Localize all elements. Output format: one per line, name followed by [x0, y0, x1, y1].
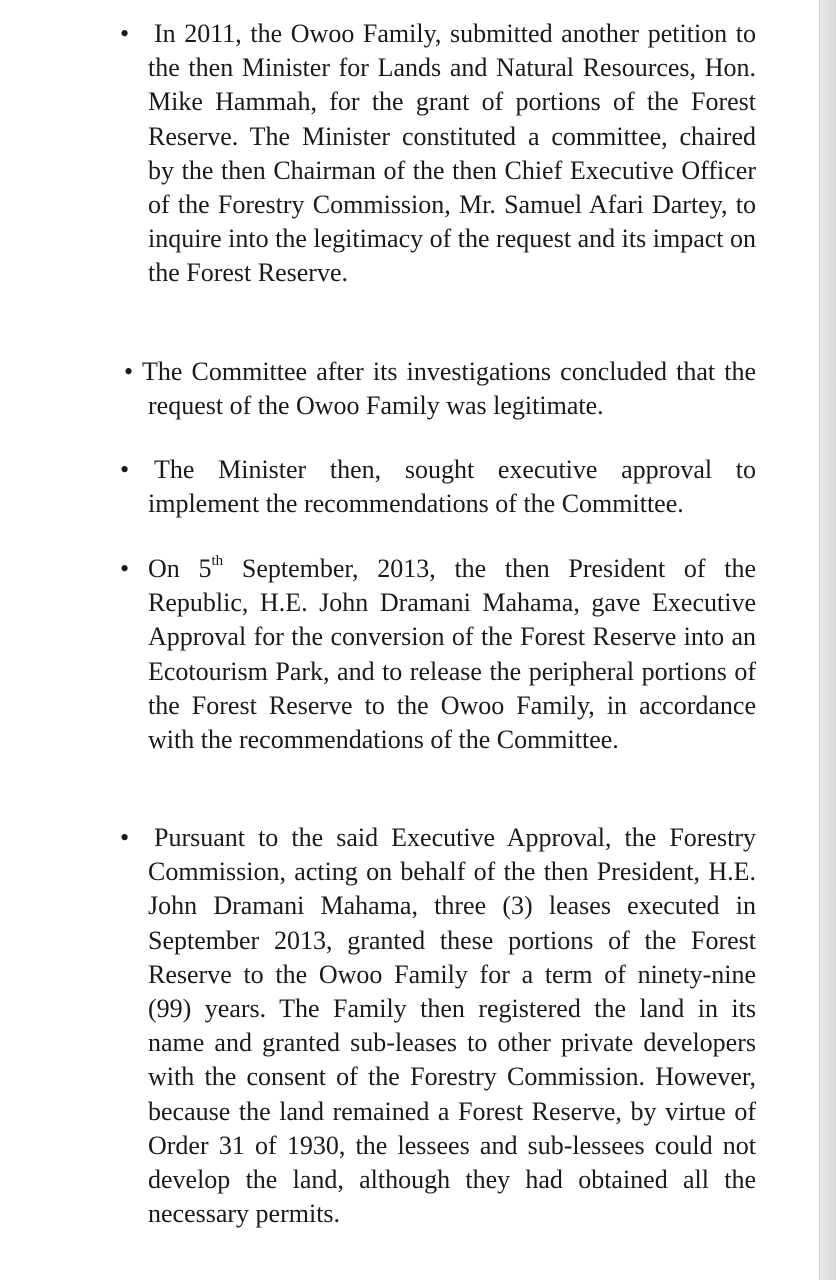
page-edge — [819, 0, 836, 1280]
bullet-text-1: In 2011, the Owoo Family, submitted another petition to the then Minister for Lands and Natural Resources, Hon. Mike Hammah, for the grant of portions of the Forest Reserve. The Minister constituted a committee, chaired by the then Chairman of the then Chief Executive Officer of the Forestry Commission, Mr. Samuel Afari Dartey, to inquire into the legitimacy of the request and its impact on the Forest Reserve. — [148, 19, 756, 288]
bullet-text-2: The Committee after its investigations concluded that the request of the Owoo Family was legitimate. — [142, 357, 756, 421]
bullet-text-3: The Minister then, sought executive approval to implement the recommendations of the Committee. — [148, 455, 756, 519]
bullet-dot: • — [120, 554, 130, 583]
bullet-text-5: Pursuant to the said Executive Approval, the Forestry Commission, acting on behalf of the then President, H.E. John Dramani Mahama, three (3) leases executed in September 2013, granted these portions of the Forest Reserve to the Owoo Family for a term of ninety-nine (99) years. The Family then registered the land in its name and granted sub-leases to other private developers with the consent of the Forestry Commission. However, because the land remained a Forest Reserve, by virtue of Order 31 of 1930, the lessees and sub-lessees could not develop the land, although they had obtained all the necessary permits. — [148, 823, 756, 1229]
ordinal-superscript: th — [211, 553, 224, 570]
bullet-text-4 — [148, 552, 756, 757]
bullet-dot: • — [120, 19, 130, 48]
bullet-text-4-after-sup: September, 2013, the then President of the Republic, H.E. John Dramani Mahama, gave Executive Approval for the conversion of the Forest Reserve into an Ecotourism Park, and to release the peripheral portions of the Forest Reserve to the Owoo Family, in accordance with the recommendations of the Committee. — [148, 554, 757, 755]
bullet-dot: • — [120, 455, 130, 484]
bullet-dot: • — [120, 823, 130, 852]
bullet-text-4-before-sup: On 5 — [148, 554, 212, 583]
bullet-dot: • — [124, 357, 134, 386]
